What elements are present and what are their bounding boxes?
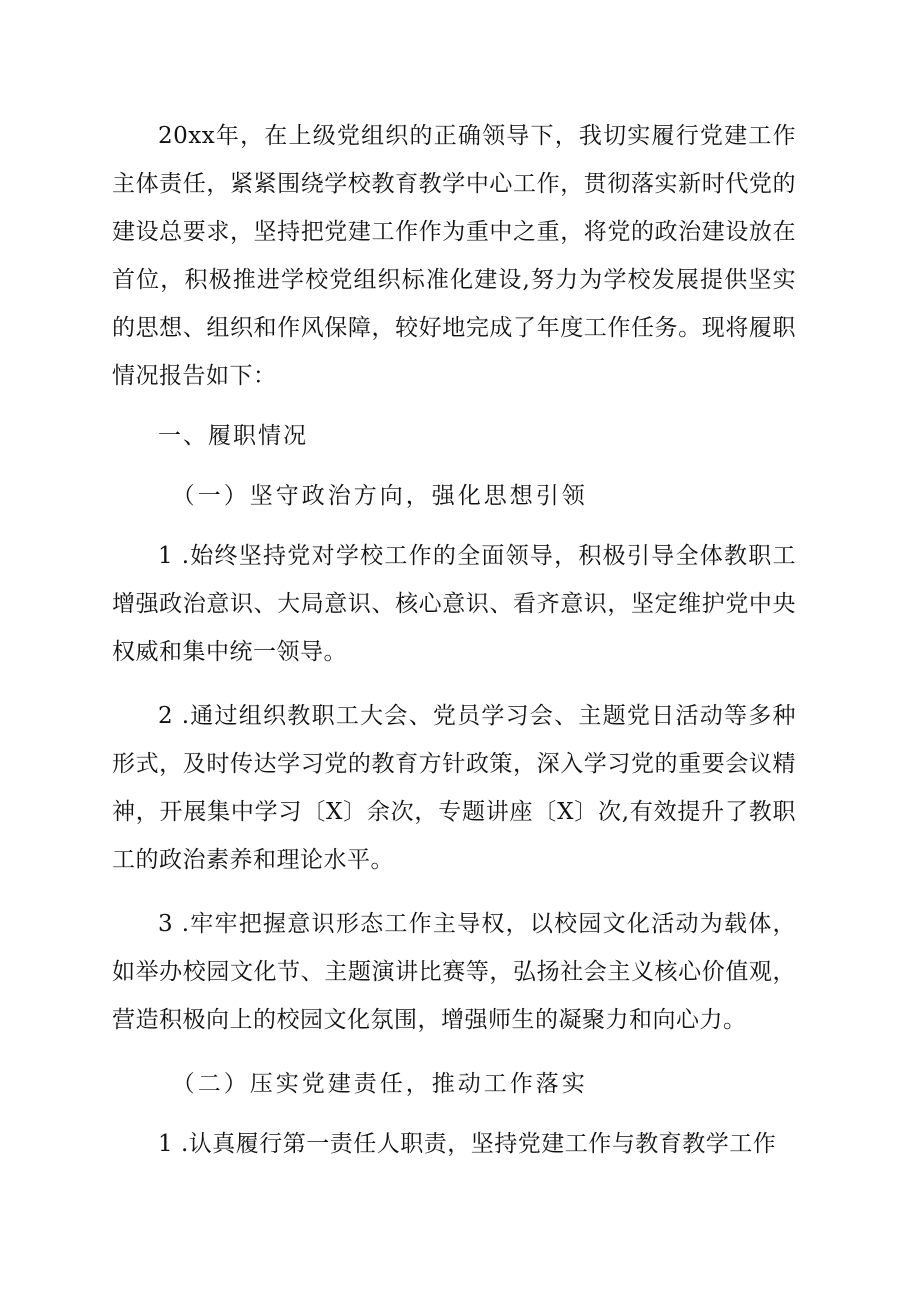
section-heading-1: 一、履职情况 (158, 423, 308, 449)
subsection-heading-2: （二）压实党建责任，推动工作落实 (171, 1071, 588, 1097)
subsection-heading-1: （一）坚守政治方向，强化思想引领 (171, 483, 588, 509)
paragraph-item-1-1: 1 .始终坚持党对学校工作的全面领导，积极引导全体教职工增强政治意识、大局意识、核心意识、看齐意识，坚定维护党中央权威和集中统一领导。 (112, 543, 796, 665)
document-page (112, 112, 796, 1168)
paragraph-item-1-2: 2 .通过组织教职工大会、党员学习会、主题党日活动等多种形式，及时传达学习党的教育方针政策，深入学习党的重要会议精神，开展集中学习〔X〕余次，专题讲座〔X〕次,有效提升了教职工的政治素养和理论水平。 (112, 703, 796, 873)
paragraph-item-2-1: 1 .认真履行第一责任人职责，坚持党建工作与教育教学工作 (158, 1131, 777, 1157)
intro-paragraph: 20xx年，在上级党组织的正确领导下，我切实履行党建工作主体责任，紧紧围绕学校教育教学中心工作，贯彻落实新时代党的建设总要求，坚持把党建工作作为重中之重，将党的政治建设放在首位，积极推进学校党组织标准化建设,努力为学校发展提供坚实的思想、组织和作风保障，较好地完成了年度工作任务。现将履职情况报告如下： (112, 123, 796, 389)
paragraph-item-1-3: 3 .牢牢把握意识形态工作主导权，以校园文化活动为载体，如举办校园文化节、主题演讲比赛等，弘扬社会主义核心价值观，营造积极向上的校园文化氛围，增强师生的凝聚力和向心力。 (112, 911, 796, 1033)
